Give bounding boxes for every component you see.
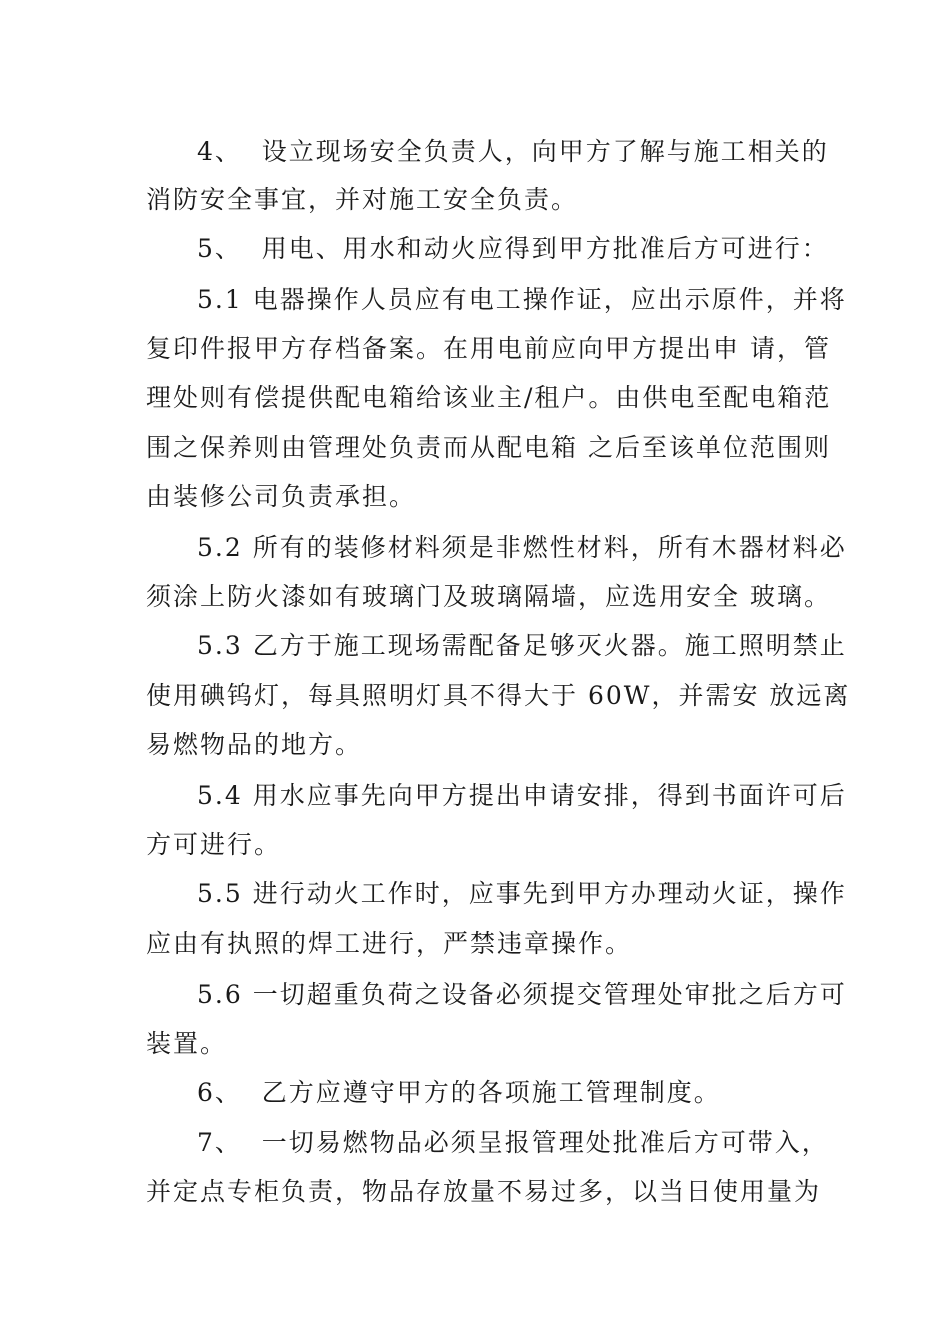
- text-line: 4、 设立现场安全负责人，向甲方了解与施工相关的: [197, 137, 829, 166]
- text-line: 围之保养则由管理处负责而从配电箱 之后至该单位范围则: [146, 433, 831, 462]
- text-line: 5.6 一切超重负荷之设备必须提交管理处审批之后方可: [197, 980, 847, 1009]
- text-line: 理处则有偿提供配电箱给该业主/租户。由供电至配电箱范: [146, 383, 832, 412]
- text-line: 使用碘钨灯，每具照明灯具不得大于 60W，并需安 放远离: [146, 681, 851, 710]
- text-line: 复印件报甲方存档备案。在用电前应向甲方提出申 请，管: [146, 334, 831, 363]
- text-line: 方可进行。: [146, 830, 282, 859]
- text-line: 5.5 进行动火工作时，应事先到甲方办理动火证，操作: [197, 879, 847, 908]
- text-line: 须涂上防火漆如有玻璃门及玻璃隔墙，应选用安全 玻璃。: [146, 582, 831, 611]
- text-line: 5、 用电、用水和动火应得到甲方批准后方可进行：: [197, 234, 829, 263]
- text-line: 易燃物品的地方。: [146, 730, 363, 759]
- text-line: 并定点专柜负责，物品存放量不易过多，以当日使用量为: [146, 1177, 822, 1206]
- text-line: 6、 乙方应遵守甲方的各项施工管理制度。: [197, 1078, 721, 1107]
- text-line: 5.1 电器操作人员应有电工操作证，应出示原件，并将: [197, 285, 847, 314]
- text-line: 5.3 乙方于施工现场需配备足够灭火器。施工照明禁止: [197, 631, 847, 660]
- text-line: 消防安全事宜，并对施工安全负责。: [146, 185, 579, 214]
- text-line: 由装修公司负责承担。: [146, 482, 417, 511]
- text-line: 装置。: [146, 1029, 228, 1058]
- text-line: 7、 一切易燃物品必须呈报管理处批准后方可带入，: [197, 1128, 829, 1157]
- text-line: 5.4 用水应事先向甲方提出申请安排，得到书面许可后: [197, 781, 847, 810]
- text-line: 5.2 所有的装修材料须是非燃性材料，所有木器材料必: [197, 533, 847, 562]
- text-line: 应由有执照的焊工进行，严禁违章操作。: [146, 929, 633, 958]
